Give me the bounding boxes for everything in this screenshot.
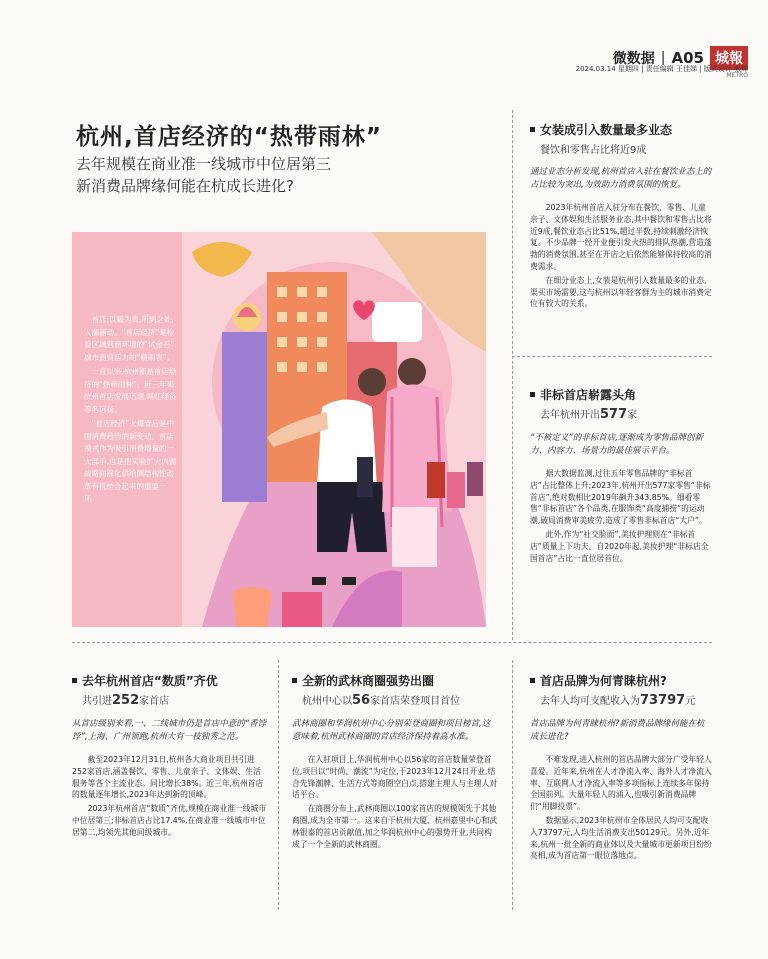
- body-paragraph: 不难发现,进入杭州的首店品牌大部分广受年轻人喜爱。近年来,杭州在人才净流入率、海外人才净流入率、互联网人才净流入率等多项指标上连续多年保持全国前列。大量年轻人的涌入,也吸引新消费品牌们“用脚投票”。: [530, 755, 712, 812]
- section-quantity-quality: [72, 672, 268, 841]
- section-title: 女装成引入数量最多业态: [540, 123, 673, 137]
- subtitle-prefix: 去年人均可支配收入为: [540, 696, 640, 707]
- section-subtitle: [540, 692, 712, 708]
- masthead-date-line: [576, 64, 748, 74]
- section-heading: [530, 121, 712, 138]
- body-paragraph: 截至2023年12月31日,杭州各大商业项目共引进252家首店,涵盖餐饮、零售、儿童亲子、文体娱、生活服务等各个主流业态。同比增长38%。近三年,杭州首店的数量逐年增长,2023年达到新的顶峰。: [72, 755, 264, 800]
- intro-paragraph: 一直以来,杭州都是首店经济的“热带雨林”。近三年来,杭州首店发展迅速,网红经济等名远扬。: [84, 367, 177, 414]
- section-lead: 通过业态分析发现,杭州首店入驻在餐饮业态上的占比较为突出,为效助力消费氛围的恢复。: [530, 167, 712, 190]
- section-title: 全新的武林商圈强势出圈: [302, 674, 435, 688]
- body-paragraph: 在细分业态上,女装是杭州引入数量最多的业态,渠买市场需要,这与杭州以年轻客群为主的城市消费定位有较大的关系。: [530, 275, 712, 309]
- column-divider: [278, 660, 279, 910]
- subtitle-number: 252: [112, 693, 140, 708]
- metro-label: METRO: [726, 72, 748, 79]
- date-editor-line: 2024.03.14 星期四 | 责任编辑 王佳娣 | 版式设计 张辉: [575, 65, 748, 73]
- section-lead: 从首店级别来看,一、二线城市仍是首店中意的“香饽饽”,上海、广州领跑,杭州大有一枝独秀之范。: [72, 719, 267, 742]
- section-label: 微数据: [612, 51, 655, 67]
- section-subtitle: [302, 692, 498, 708]
- square-bullet-icon: [292, 678, 297, 683]
- subtitle-number: 577: [600, 407, 628, 422]
- section-heading: [530, 672, 712, 689]
- section-title: 非标首店崭露头角: [540, 388, 637, 402]
- subtitle-prefix: 去年杭州开出: [540, 410, 600, 421]
- page-title: 杭州,首店经济的“热带雨林”: [76, 124, 382, 150]
- body-paragraph: 2023年杭州首店入驻分布在餐饮、零售、儿童亲子、文体娱和生活服务业态,其中餐饮和零售占比将近9成,餐饮业态占比51%,超过半数,持续刺激经济恢复。不少品牌一经开业便引发火热的排队热潮,营造蓬勃的消费氛围,甚至在开店之后依然能够保持较高的消费需求。: [530, 203, 712, 271]
- section-title: 首店品牌为何青睐杭州?: [540, 674, 667, 688]
- square-bullet-icon: [530, 127, 535, 132]
- section-subtitle: [540, 406, 712, 422]
- square-bullet-icon: [72, 678, 77, 683]
- headline-subtitle-1: 去年规模在商业准一线城市中位居第三: [76, 155, 332, 173]
- feature-illustration: [72, 232, 486, 627]
- section-title: 去年杭州首店“数质”齐优: [82, 674, 218, 688]
- section-heading: [530, 386, 712, 403]
- subtitle-prefix: 杭州中心以: [302, 696, 352, 707]
- row-divider: [512, 356, 712, 357]
- body-paragraph: 在商圈分布上,武林商圈以100家首店的规模领先于其他商圈,成为全市第一。这来自于杭州大厦、杭州嘉里中心和武林银泰的首店贡献值,加之华润杭州中心的强势开业,共同构成了一个全新的武林商圈。: [292, 804, 498, 849]
- intro-paragraph: “首店经济”火爆背后是中国消费趋势的新变动。首店模式作为吸引消费增量的一大部手,也是把实验扩大内需战略同深化供给侧结构性改革有机结合起来的重要一环。: [84, 419, 177, 503]
- body-paragraph: 2023年杭州首店“数质”齐优,规模在商业准一线城市中位居第三;非标首店占比17.4%,在商业准一线城市中位居第二,均领先其他同级城市。: [72, 804, 267, 837]
- section-heading: [292, 672, 498, 689]
- section-lead: 武林商圈和华润杭州中心分别荣登商圈和项目榜首,这意味着,杭州武林商圈的首店经济保持着高水准。: [292, 719, 491, 742]
- illustration-intro-text: [84, 314, 180, 508]
- intro-paragraph: 首店,以稀为贵,所到之处,人潮涌动。“首店经济”是检验区域营商环境的“试金石”,城市商贸活力的“晴雨表”。: [84, 315, 177, 362]
- section-body: [530, 202, 712, 310]
- column-divider: [512, 110, 513, 640]
- headline-subtitle-2: 新消费品牌缘何能在杭成长进化?: [76, 177, 294, 195]
- newspaper-logo: 城報: [710, 46, 748, 70]
- subtitle-number: 56: [352, 693, 371, 708]
- subtitle-suffix: 家: [627, 410, 638, 421]
- section-body: [72, 754, 268, 839]
- subtitle-prefix: 共引进: [82, 696, 112, 707]
- page-number: A05: [671, 49, 704, 67]
- subtitle-suffix: 元: [685, 696, 696, 707]
- body-paragraph: 此外,作为“社交脸面”,美妆护理则在“非标首店”质量上下功夫。自2020年起,美妆护理“非标店全国首店”占比一直位居首位。: [530, 529, 709, 563]
- section-female-apparel: [530, 121, 712, 312]
- subtitle-number: 73797: [640, 693, 686, 708]
- square-bullet-icon: [530, 392, 535, 397]
- section-nonstandard-stores: [530, 386, 712, 566]
- section-subtitle: [82, 692, 268, 708]
- section-lead: “不被定义”的非标首店,逐渐成为零售品牌创新力、内容力、场景力的最佳展示平台。: [530, 433, 704, 456]
- section-wulin-district: [292, 672, 498, 852]
- section-why-hangzhou: [530, 672, 712, 864]
- square-bullet-icon: [530, 678, 535, 683]
- section-subtitle: 餐饮和零售占比将近9成: [540, 145, 647, 156]
- subtitle-suffix: 家首店: [139, 696, 170, 707]
- body-paragraph: 据大数据监测,过往五年零售品牌的“非标首店”占比整体上升;2023年,杭州开出577家零售“非标首店”,绝对数相比2019年飙升343.85%。细看零售“非标首店”各个品类,在服饰类“高度捕捞”的运动潮,破局消费审美疲劳,造成了零售非标首店“大户”。: [530, 469, 711, 526]
- body-paragraph: 在入驻项目上,华润杭州中心以56家的首店数量荣登首位,项目以“时尚、潮流”为定位,于2023年12月24日开业,结合先锋潮牌、生活方式等商圈空白点,搭建主理人与主理人对话平台。: [292, 755, 498, 800]
- section-body: [530, 468, 712, 564]
- subtitle-suffix: 家首店荣登项目首位: [370, 696, 461, 707]
- row-divider: [72, 642, 712, 643]
- section-body: [292, 754, 498, 850]
- column-divider: [512, 660, 513, 910]
- body-paragraph: 数据显示,2023年杭州市全体居民人均可支配收入73797元,人均生活消费支出50129元。另外,近年来,杭州一批全新的商业体以及大量城市更新项目纷纷亮相,成为首店第一眼位落地点。: [530, 815, 712, 861]
- section-heading: [72, 672, 268, 689]
- section-lead: 首店品牌为何青睐杭州?新消费品牌缘何能在杭成长进化?: [530, 719, 705, 742]
- section-body: [530, 754, 712, 862]
- masthead-separator: |: [660, 50, 666, 66]
